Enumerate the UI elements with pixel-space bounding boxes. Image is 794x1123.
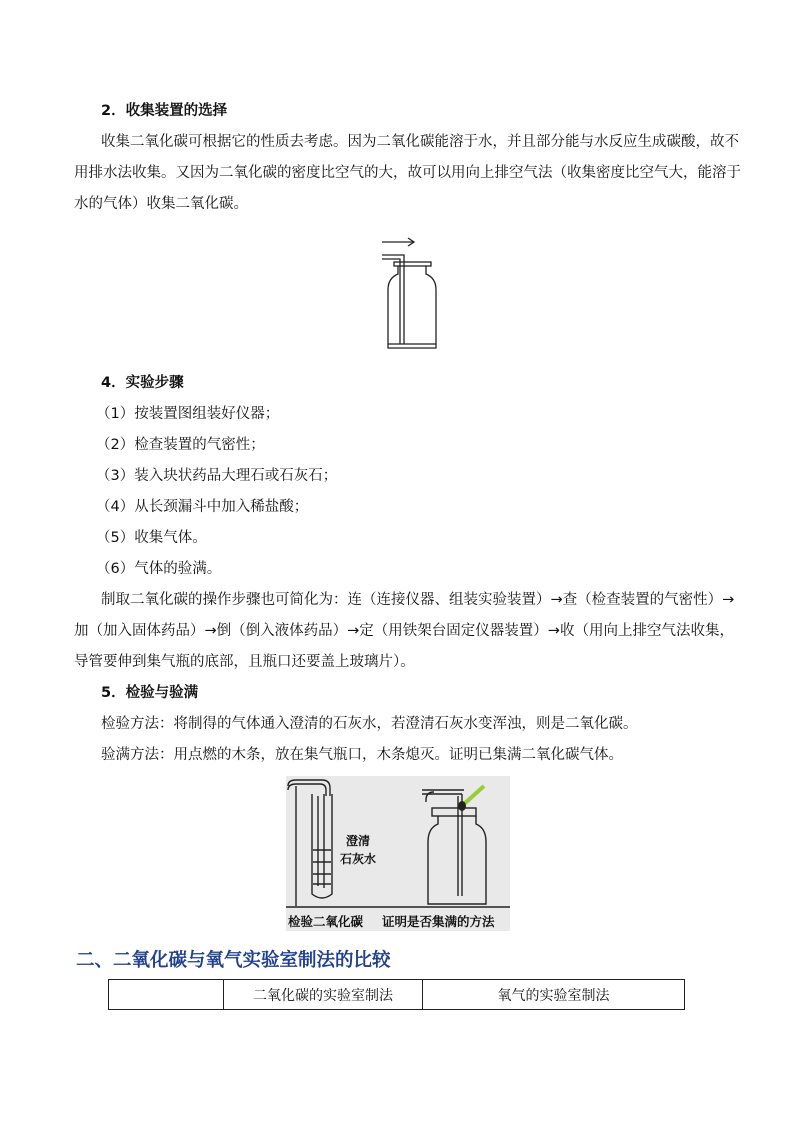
apparatus-drawing bbox=[286, 776, 510, 931]
paragraph-line: 水的气体）收集二氧化碳。 bbox=[74, 196, 248, 212]
table-header-row bbox=[109, 980, 685, 1010]
step-item: （6）气体的验满。 bbox=[96, 561, 222, 577]
section-title-comparison: 二、二氧化碳与氧气实验室制法的比较 bbox=[76, 950, 391, 971]
section-heading-collection: 2．收集装置的选择 bbox=[101, 103, 228, 119]
limewater-label-line1: 澄清 bbox=[346, 834, 371, 848]
comparison-table bbox=[108, 979, 685, 1010]
test-method-line: 检验方法：将制得的气体通入澄清的石灰水，若澄清石灰水变浑浊，则是二氧化碳。 bbox=[101, 716, 638, 732]
section-heading-test: 5．检验与验满 bbox=[101, 685, 199, 701]
section-heading-steps: 4．实验步骤 bbox=[101, 375, 184, 391]
paragraph-line: 用排水法收集。又因为二氧化碳的密度比空气的大，故可以用向上排空气法（收集密度比空气大，能溶于 bbox=[74, 165, 741, 181]
step-item: （1）按装置图组装好仪器； bbox=[96, 406, 280, 422]
table-header-co2: 二氧化碳的实验室制法 bbox=[224, 980, 423, 1010]
paragraph-line: 收集二氧化碳可根据它的性质去考虑。因为二氧化碳能溶于水，并且部分能与水反应生成碳酸，故不 bbox=[101, 134, 739, 150]
summary-line: 导管要伸到集气瓶的底部，且瓶口还要盖上玻璃片）。 bbox=[74, 654, 415, 670]
table-header-empty bbox=[109, 980, 224, 1010]
collection-bottle-diagram bbox=[374, 234, 444, 354]
caption-test-co2: 检验二氧化碳 bbox=[288, 914, 364, 929]
step-item: （3）装入块状药品大理石或石灰石； bbox=[96, 468, 338, 484]
table-header-o2: 氧气的实验室制法 bbox=[423, 980, 685, 1010]
step-item: （4）从长颈漏斗中加入稀盐酸； bbox=[96, 499, 309, 515]
limewater-label-line2: 石灰水 bbox=[340, 852, 377, 866]
step-item: （2）检查装置的气密性； bbox=[96, 437, 265, 453]
test-and-full-check-illustration bbox=[286, 776, 510, 931]
full-method-line: 验满方法：用点燃的木条，放在集气瓶口，木条熄灭。证明已集满二氧化碳气体。 bbox=[101, 747, 623, 763]
step-item: （5）收集气体。 bbox=[96, 530, 207, 546]
summary-line: 加（加入固体药品）→倒（倒入液体药品）→定（用铁架台固定仪器装置）→收（用向上排空气法收集， bbox=[74, 623, 734, 639]
summary-line: 制取二氧化碳的操作步骤也可简化为：连（连接仪器、组装实验装置）→查（检查装置的气密性）→ bbox=[101, 592, 735, 608]
caption-full-check: 证明是否集满的方法 bbox=[382, 914, 495, 929]
